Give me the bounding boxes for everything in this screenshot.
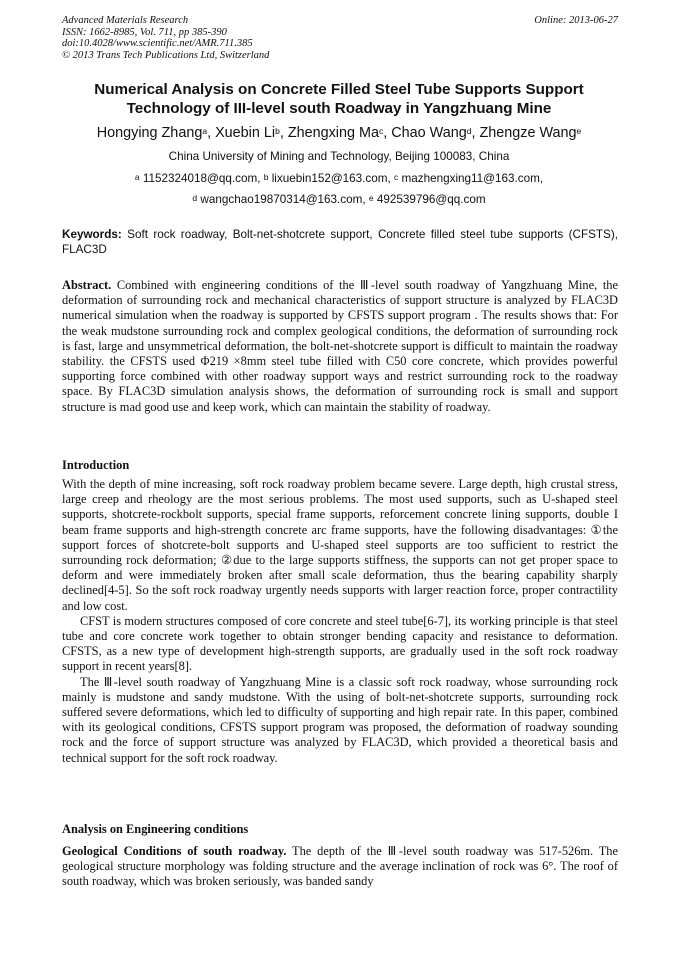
author-name: Hongying Zhang xyxy=(96,125,203,141)
email-line-2 xyxy=(40,193,638,207)
abstract xyxy=(62,278,618,415)
keywords-label: Keywords: xyxy=(62,228,122,241)
introduction-body xyxy=(62,477,618,766)
author-name: Zhengze Wang xyxy=(479,125,577,141)
online-date: Online: 2013-06-27 xyxy=(534,15,618,26)
section-heading-introduction: Introduction xyxy=(62,458,130,472)
paragraph: The Ⅲ-level south roadway of Yangzhuang Mine is a classic soft rock roadway, whose surrounding rock mainly is mudstone and sandy mudstone. With the using of bolt-net-shotcrete supports, surrounding rock suffered severe deformations, which led to difficulty of supporting and high repair rate. In this paper, combined with its geological conditions, CFSTS support program was proposed, the deformation of roadway sounding rock and the force of support structure was analyzed by FLAC3D, which provided a theoretical basis and technical support for the soft rock roadway. xyxy=(62,674,618,765)
email-sup: b xyxy=(263,172,269,182)
journal-issn: ISSN: 1662-8985, Vol. 711, pp 385-390 xyxy=(62,26,227,38)
keywords xyxy=(62,227,618,257)
journal-name: Advanced Materials Research xyxy=(62,15,189,26)
section-heading-engineering: Analysis on Engineering conditions xyxy=(62,822,249,836)
email-address: lixuebin152@163.com, xyxy=(271,172,391,185)
author-list: Hongying Zhang$^a$, Xuebin Li$^b$, Zhengxing Ma$^c$, Chao Wang$^d$, Zhengze Wang$^e$ xyxy=(96,125,582,141)
title-line-1: Numerical Analysis on Concrete Filled Steel Tube Supports Support xyxy=(94,81,584,98)
email-address: mazhengxing11@163.com, xyxy=(401,172,544,185)
subsection-label: Geological Conditions of south roadway. xyxy=(62,844,287,858)
paragraph: The depth of the Ⅲ-level south roadway was 517-526m. The geological structure morphology was folding structure and the average inclination of rock was 6°. The roof of south roadway, which was broken seriously, was banded sandy xyxy=(62,844,619,889)
author-name: Zhengxing Ma xyxy=(287,125,380,141)
email-address: wangchao19870314@163.com, xyxy=(200,193,366,206)
paper-title xyxy=(40,81,638,118)
journal-copyright: © 2013 Trans Tech Publications Ltd, Switzerland xyxy=(62,49,270,61)
email-sup: d xyxy=(192,193,198,203)
keywords-text: Soft rock roadway, Bolt-net-shotcrete support, Concrete filled steel tube supports (CFSTS), FLAC3D xyxy=(62,228,618,256)
email-address: 1152324018@qq.com, xyxy=(142,172,261,185)
title-line-2: Technology of III-level south Roadway in Yangzhuang Mine xyxy=(126,99,552,117)
affiliation: China University of Mining and Technology, Beijing 100083, China xyxy=(168,150,510,163)
author-name: Chao Wang xyxy=(391,125,467,141)
paragraph: With the depth of mine increasing, soft rock roadway problem became severe. Large depth, high crustal stress, large creep and rheology are the most serious problems. The most used supports, such as U-shaped steel supports, shotcrete-rockbolt supports, special frame supports, reforcement concrete lining supports, double I beam frame supports and high-strength concrete arc frame supports, have the following disadvantages: ①the support forces of shotcrete-bolt supports and U-shaped steel supports are too sufficient to restrict the surrounding rock deformation; ②due to the large supports stiffness, the supports can not get proper space to deform and were immediately broken after small scale deformation, thus the bearing capability sharply declined[4-5]. So the soft rock roadway urgently needs supports with larger reaction force, proper contractility and low cost. xyxy=(62,477,618,613)
email-address: 492539796@qq.com xyxy=(376,193,486,206)
email-sup: c xyxy=(394,172,399,182)
author-sup: b xyxy=(275,126,280,136)
author-sup: d xyxy=(466,126,472,136)
geological-conditions xyxy=(62,844,618,890)
journal-doi: doi:10.4028/www.scientific.net/AMR.711.385 xyxy=(62,38,253,50)
abstract-label: Abstract. xyxy=(62,278,112,292)
author-sup: e xyxy=(576,126,582,136)
author-name: Xuebin Li xyxy=(215,125,276,141)
journal-header xyxy=(62,15,618,61)
paragraph: CFST is modern structures composed of core concrete and steel tube[6-7], its working principle is that steel tube and core concrete work together to obtain stronger bending capacity and resistance to deformation. CFSTS, as a new type of development high-strength supports, are gradually used in the soft rock roadway support in recent years[8]. xyxy=(62,613,618,674)
author-sup: a xyxy=(202,126,208,136)
author-sup: c xyxy=(379,126,384,136)
abstract-text: Combined with engineering conditions of the Ⅲ-level south roadway of Yangzhuang Mine, the deformation of surrounding rock and mechanical characteristics of support structure is analyzed by FLAC3D numerical simulation when the roadway is supported by CFSTS support program . The results shows that: For the weak mudstone surrounding rock and complex geological conditions, the deformation of surrounding rock is fast, large and unsymmetrical deformation, the bolt-net-shotcrete support is difficult to maintain the roadway stability. the CFSTS used Φ219 ×8mm steel tube filled with C50 core concrete, which provides powerful supporting force combined with other roadway support ways and restrict surrounding rock to the roadway space. By FLAC3D simulation analysis shows, the deformation of surrounding rock is small and support structure is mad good use and keep work, which can maintain the stability of roadway. xyxy=(62,278,618,414)
email-sup: a xyxy=(134,172,140,182)
email-line-1 xyxy=(40,172,638,186)
email-sup: e xyxy=(368,193,374,203)
